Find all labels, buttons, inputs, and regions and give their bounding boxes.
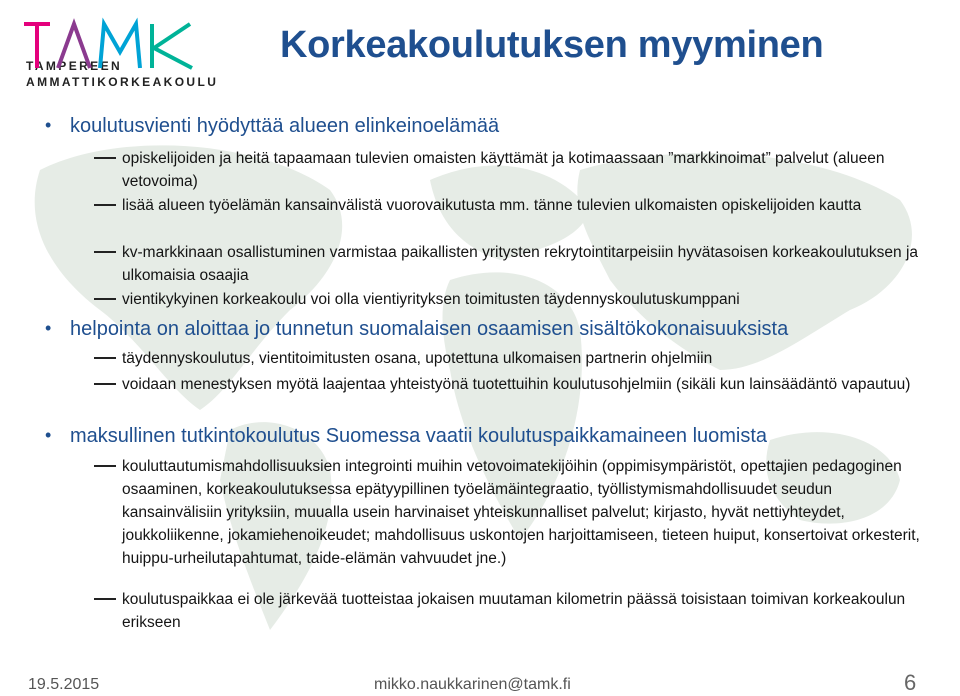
bullet-2 — [45, 318, 789, 341]
sub-bullet — [122, 241, 922, 287]
bullet-text: helpointa on aloittaa jo tunnetun suomalaisen osaamisen sisältökokonaisuuksista — [70, 318, 789, 340]
dash-icon — [94, 598, 116, 600]
sub-bullet-text: koulutuspaikkaa ei ole järkevää tuotteistaa jokaisen muutaman kilometrin päässä toisistaan toimivan korkeakoulun erikseen — [122, 591, 906, 631]
footer-date: 19.5.2015 — [28, 676, 100, 693]
sub-bullet — [122, 288, 922, 311]
sub-bullet — [122, 373, 922, 396]
sub-bullet-text: kv-markkinaan osallistuminen varmistaa paikallisten yritysten rekrytointitarpeisiin hyvätasoisen korkeakoulutuksen ja ulkomaisia osaajia — [122, 244, 919, 284]
dash-icon — [94, 357, 116, 359]
page-number: 6 — [904, 670, 917, 695]
dash-icon — [94, 383, 116, 385]
sub-bullet — [122, 194, 922, 217]
dash-icon — [94, 157, 116, 159]
bullet-text: maksullinen tutkintokoulutus Suomessa vaatii koulutuspaikkamaineen luomista — [70, 425, 768, 447]
sub-bullet-text: kouluttautumismahdollisuuksien integrointi muihin vetovoimatekijöihin (oppimisympäristöt, opettajien pedagoginen osaaminen, korkeakoulutuksessa epätyypillinen työelämäintegraatio, työllistymismahdollisuudet seudun kansainvälisiin yrityksiin, muualla usein harvinaiset yhteiskunnalliset palvelut; kirjasto, hyvät nettiyhteydet, joukkoliikenne, jokamiehenoikeudet; mahdollisuus uskontojen harjoittamiseen, tieteen huiput, konsertoivat orkesterit, huippu-urheilutapahtumat, taide-elämän vahvuudet jne.) — [122, 458, 920, 567]
sub-bullet — [122, 588, 922, 634]
sub-bullet-text: täydennyskoulutus, vientitoimitusten osana, upotettuna ulkomaisen partnerin ohjelmiin — [122, 350, 713, 367]
sub-bullet — [122, 455, 922, 570]
sub-bullet — [122, 147, 922, 193]
dash-icon — [94, 204, 116, 206]
footer-email: mikko.naukkarinen@tamk.fi — [374, 676, 571, 693]
logo-line-1: TAMPEREEN — [26, 59, 123, 73]
bullet-text: koulutusvienti hyödyttää alueen elinkeinoelämää — [70, 115, 500, 137]
bullet-1 — [45, 115, 500, 138]
sub-bullet-text: vientikykyinen korkeakoulu voi olla vientiyrityksen toimitusten täydennyskoulutuskumppani — [122, 291, 740, 308]
bullet-dot-icon: • — [45, 425, 52, 445]
dash-icon — [94, 465, 116, 467]
dash-icon — [94, 298, 116, 300]
logo-line-2: AMMATTIKORKEAKOULU — [26, 75, 219, 89]
sub-bullet — [122, 347, 922, 370]
dash-icon — [94, 251, 116, 253]
bullet-dot-icon: • — [45, 318, 52, 338]
sub-bullet-text: voidaan menestyksen myötä laajentaa yhteistyönä tuotettuihin koulutusohjelmiin (sikäli kun lainsäädäntö vapautuu) — [122, 376, 911, 393]
slide-title: Korkeakoulutuksen myyminen — [280, 24, 824, 66]
sub-bullet-text: opiskelijoiden ja heitä tapaamaan tulevien omaisten käyttämät ja kotimaassaan ”markkinoimat” palvelut (alueen vetovoima) — [122, 150, 885, 190]
sub-bullet-text: lisää alueen työelämän kansainvälistä vuorovaikutusta mm. tänne tulevien ulkomaisten opiskelijoiden kautta — [122, 197, 862, 214]
bullet-3 — [45, 425, 768, 448]
bullet-dot-icon: • — [45, 115, 52, 135]
